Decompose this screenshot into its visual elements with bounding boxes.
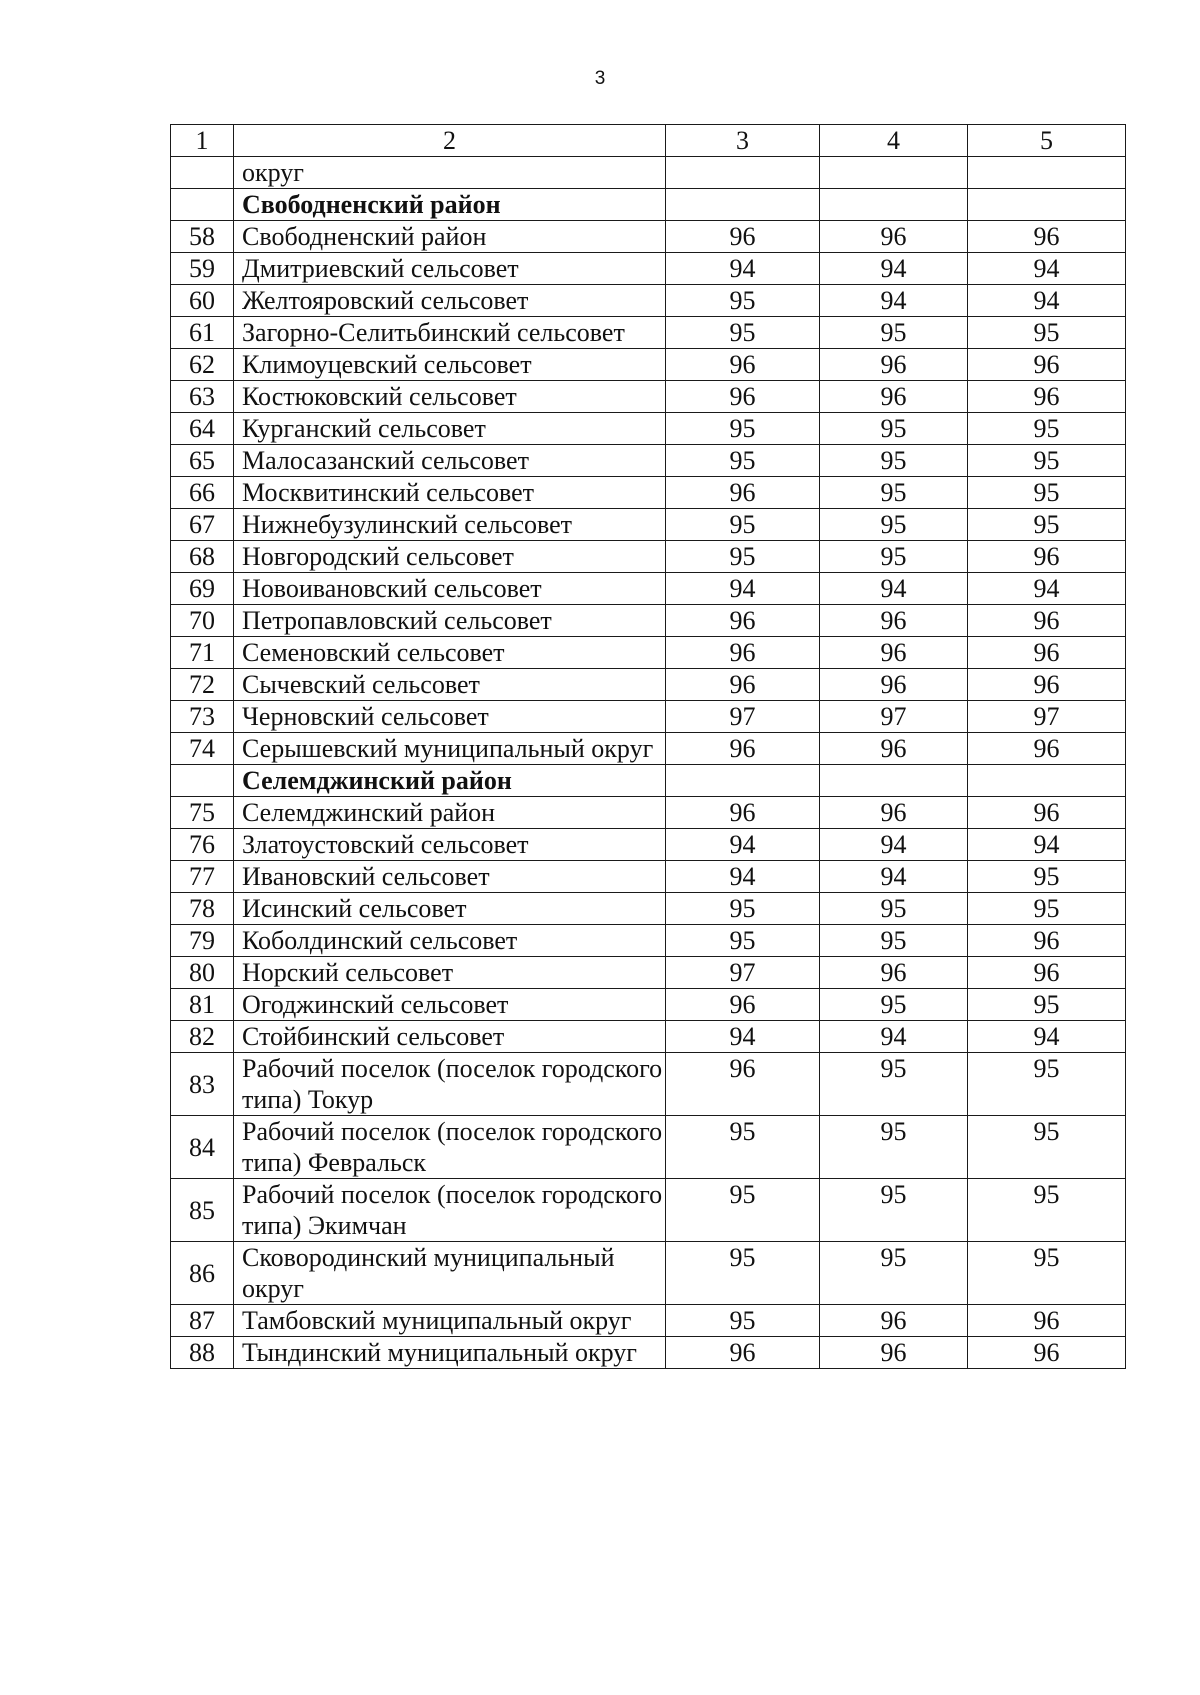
table-row xyxy=(171,957,1126,989)
name-cell: Ивановский сельсовет xyxy=(234,861,666,893)
table-row xyxy=(171,1305,1126,1337)
name-cell: Рабочий поселок (поселок городского типа) Токур xyxy=(234,1053,666,1116)
value-col4-cell: 96 xyxy=(820,381,968,413)
table-row xyxy=(171,1053,1126,1116)
table-row xyxy=(171,445,1126,477)
table-row xyxy=(171,541,1126,573)
column-header: 4 xyxy=(820,125,968,157)
value-col4-cell: 94 xyxy=(820,1021,968,1053)
table-row xyxy=(171,701,1126,733)
value-col3-cell: 95 xyxy=(666,509,820,541)
table-row xyxy=(171,637,1126,669)
value-col5-cell: 95 xyxy=(968,893,1126,925)
row-number-cell: 60 xyxy=(171,285,234,317)
value-col5-cell: 95 xyxy=(968,989,1126,1021)
name-cell: Тамбовский муниципальный округ xyxy=(234,1305,666,1337)
value-col4-cell: 96 xyxy=(820,669,968,701)
value-col4-cell: 95 xyxy=(820,541,968,573)
value-col3-cell: 95 xyxy=(666,317,820,349)
value-col3-cell: 95 xyxy=(666,1242,820,1305)
row-number-cell: 82 xyxy=(171,1021,234,1053)
table-row xyxy=(171,573,1126,605)
value-col3-cell: 94 xyxy=(666,573,820,605)
value-col4-cell: 95 xyxy=(820,477,968,509)
table-row xyxy=(171,733,1126,765)
table-row xyxy=(171,381,1126,413)
value-col3-cell: 96 xyxy=(666,381,820,413)
row-number-cell: 75 xyxy=(171,797,234,829)
value-col3-cell: 96 xyxy=(666,637,820,669)
row-number-cell: 74 xyxy=(171,733,234,765)
table-row xyxy=(171,797,1126,829)
name-cell: Климоуцевский сельсовет xyxy=(234,349,666,381)
value-col5-cell: 94 xyxy=(968,829,1126,861)
value-col5-cell: 95 xyxy=(968,1179,1126,1242)
value-col4-cell: 96 xyxy=(820,797,968,829)
value-col4-cell: 96 xyxy=(820,733,968,765)
value-col5-cell: 96 xyxy=(968,925,1126,957)
value-col5-cell: 96 xyxy=(968,605,1126,637)
row-number-cell: 83 xyxy=(171,1053,234,1116)
header-row xyxy=(171,125,1126,157)
value-col5-cell: 94 xyxy=(968,253,1126,285)
row-number-cell: 78 xyxy=(171,893,234,925)
row-number-cell: 88 xyxy=(171,1337,234,1369)
value-col3-cell xyxy=(666,765,820,797)
value-col5-cell: 96 xyxy=(968,637,1126,669)
value-col3-cell: 96 xyxy=(666,797,820,829)
value-col4-cell: 96 xyxy=(820,221,968,253)
value-col5-cell: 97 xyxy=(968,701,1126,733)
value-col5-cell: 95 xyxy=(968,1242,1126,1305)
value-col3-cell: 95 xyxy=(666,925,820,957)
table-row xyxy=(171,1337,1126,1369)
value-col4-cell: 95 xyxy=(820,317,968,349)
row-number-cell: 76 xyxy=(171,829,234,861)
value-col4-cell: 94 xyxy=(820,253,968,285)
value-col3-cell xyxy=(666,157,820,189)
value-col5-cell: 95 xyxy=(968,477,1126,509)
name-cell: Черновский сельсовет xyxy=(234,701,666,733)
table-row xyxy=(171,925,1126,957)
value-col4-cell: 96 xyxy=(820,1337,968,1369)
table-row xyxy=(171,285,1126,317)
value-col4-cell: 96 xyxy=(820,957,968,989)
table-row xyxy=(171,1179,1126,1242)
value-col5-cell xyxy=(968,765,1126,797)
row-number-cell xyxy=(171,157,234,189)
row-number-cell: 59 xyxy=(171,253,234,285)
row-number-cell: 73 xyxy=(171,701,234,733)
row-number-cell: 81 xyxy=(171,989,234,1021)
section-title: Селемджинский район xyxy=(234,765,666,797)
row-number-cell: 71 xyxy=(171,637,234,669)
value-col4-cell: 96 xyxy=(820,1305,968,1337)
value-col3-cell: 96 xyxy=(666,733,820,765)
table-body xyxy=(171,125,1126,1369)
name-cell: Семеновский сельсовет xyxy=(234,637,666,669)
value-col3-cell: 96 xyxy=(666,605,820,637)
name-cell: Сычевский сельсовет xyxy=(234,669,666,701)
value-col3-cell: 96 xyxy=(666,1337,820,1369)
value-col5-cell: 95 xyxy=(968,413,1126,445)
row-number-cell: 72 xyxy=(171,669,234,701)
row-number-cell: 79 xyxy=(171,925,234,957)
value-col5-cell: 96 xyxy=(968,349,1126,381)
name-cell: Нижнебузулинский сельсовет xyxy=(234,509,666,541)
section-title: Свободненский район xyxy=(234,189,666,221)
name-cell: Коболдинский сельсовет xyxy=(234,925,666,957)
value-col3-cell: 94 xyxy=(666,829,820,861)
value-col3-cell: 94 xyxy=(666,861,820,893)
value-col4-cell: 95 xyxy=(820,925,968,957)
table-row xyxy=(171,477,1126,509)
value-col5-cell: 96 xyxy=(968,669,1126,701)
value-col4-cell: 95 xyxy=(820,445,968,477)
name-cell: Новгородский сельсовет xyxy=(234,541,666,573)
value-col3-cell xyxy=(666,189,820,221)
row-number-cell: 77 xyxy=(171,861,234,893)
value-col5-cell: 95 xyxy=(968,1116,1126,1179)
value-col4-cell: 94 xyxy=(820,829,968,861)
row-number-cell: 61 xyxy=(171,317,234,349)
table-row xyxy=(171,669,1126,701)
value-col5-cell: 96 xyxy=(968,221,1126,253)
row-number-cell: 64 xyxy=(171,413,234,445)
row-number-cell: 65 xyxy=(171,445,234,477)
name-cell: Серышевский муниципальный округ xyxy=(234,733,666,765)
value-col3-cell: 95 xyxy=(666,1116,820,1179)
table-row xyxy=(171,605,1126,637)
value-col5-cell: 96 xyxy=(968,797,1126,829)
name-cell: Петропавловский сельсовет xyxy=(234,605,666,637)
value-col3-cell: 96 xyxy=(666,989,820,1021)
table-row xyxy=(171,1242,1126,1305)
name-cell: Новоивановский сельсовет xyxy=(234,573,666,605)
row-number-cell: 66 xyxy=(171,477,234,509)
value-col5-cell: 96 xyxy=(968,381,1126,413)
value-col5-cell xyxy=(968,157,1126,189)
row-number-cell: 67 xyxy=(171,509,234,541)
value-col4-cell: 95 xyxy=(820,413,968,445)
name-cell: округ xyxy=(234,157,666,189)
name-cell: Загорно-Селитьбинский сельсовет xyxy=(234,317,666,349)
column-header: 5 xyxy=(968,125,1126,157)
table-row xyxy=(171,893,1126,925)
name-cell: Рабочий поселок (поселок городского типа) Экимчан xyxy=(234,1179,666,1242)
value-col4-cell: 95 xyxy=(820,1053,968,1116)
table-row xyxy=(171,1021,1126,1053)
name-cell: Курганский сельсовет xyxy=(234,413,666,445)
value-col5-cell xyxy=(968,189,1126,221)
name-cell: Дмитриевский сельсовет xyxy=(234,253,666,285)
value-col5-cell: 96 xyxy=(968,957,1126,989)
value-col3-cell: 96 xyxy=(666,477,820,509)
section-row xyxy=(171,765,1126,797)
value-col5-cell: 95 xyxy=(968,509,1126,541)
value-col5-cell: 95 xyxy=(968,861,1126,893)
value-col5-cell: 94 xyxy=(968,573,1126,605)
section-row xyxy=(171,189,1126,221)
value-col4-cell: 97 xyxy=(820,701,968,733)
name-cell: Златоустовский сельсовет xyxy=(234,829,666,861)
row-number-cell xyxy=(171,189,234,221)
value-col4-cell: 95 xyxy=(820,893,968,925)
value-col4-cell: 96 xyxy=(820,637,968,669)
table-row xyxy=(171,413,1126,445)
name-cell: Тындинский муниципальный округ xyxy=(234,1337,666,1369)
value-col3-cell: 95 xyxy=(666,541,820,573)
table-row xyxy=(171,1116,1126,1179)
column-header: 2 xyxy=(234,125,666,157)
row-number-cell: 68 xyxy=(171,541,234,573)
row-number-cell: 69 xyxy=(171,573,234,605)
value-col4-cell xyxy=(820,765,968,797)
name-cell: Желтояровский сельсовет xyxy=(234,285,666,317)
row-number-cell: 86 xyxy=(171,1242,234,1305)
name-cell: Стойбинский сельсовет xyxy=(234,1021,666,1053)
value-col4-cell: 95 xyxy=(820,1242,968,1305)
name-cell: Селемджинский район xyxy=(234,797,666,829)
name-cell: Норский сельсовет xyxy=(234,957,666,989)
value-col4-cell xyxy=(820,189,968,221)
value-col5-cell: 95 xyxy=(968,445,1126,477)
value-col5-cell: 95 xyxy=(968,1053,1126,1116)
row-number-cell: 87 xyxy=(171,1305,234,1337)
value-col5-cell: 95 xyxy=(968,317,1126,349)
name-cell: Малосазанский сельсовет xyxy=(234,445,666,477)
row-number-cell: 63 xyxy=(171,381,234,413)
value-col4-cell: 95 xyxy=(820,989,968,1021)
value-col3-cell: 95 xyxy=(666,1179,820,1242)
value-col3-cell: 95 xyxy=(666,445,820,477)
value-col4-cell: 94 xyxy=(820,285,968,317)
table-row xyxy=(171,509,1126,541)
value-col4-cell xyxy=(820,157,968,189)
table-row xyxy=(171,829,1126,861)
table-row xyxy=(171,349,1126,381)
row-number-cell: 58 xyxy=(171,221,234,253)
value-col3-cell: 94 xyxy=(666,1021,820,1053)
page-number: 3 xyxy=(594,68,606,89)
name-cell: Сковородинский муниципальный округ xyxy=(234,1242,666,1305)
table-row xyxy=(171,221,1126,253)
table-row xyxy=(171,157,1126,189)
table-row xyxy=(171,989,1126,1021)
value-col3-cell: 96 xyxy=(666,349,820,381)
value-col4-cell: 95 xyxy=(820,1116,968,1179)
value-col3-cell: 96 xyxy=(666,221,820,253)
value-col3-cell: 95 xyxy=(666,1305,820,1337)
row-number-cell: 84 xyxy=(171,1116,234,1179)
value-col3-cell: 96 xyxy=(666,669,820,701)
value-col4-cell: 95 xyxy=(820,1179,968,1242)
value-col3-cell: 95 xyxy=(666,413,820,445)
row-number-cell: 62 xyxy=(171,349,234,381)
value-col5-cell: 94 xyxy=(968,285,1126,317)
value-col5-cell: 96 xyxy=(968,1305,1126,1337)
value-col4-cell: 96 xyxy=(820,349,968,381)
row-number-cell xyxy=(171,765,234,797)
table-row xyxy=(171,861,1126,893)
value-col3-cell: 97 xyxy=(666,701,820,733)
data-table xyxy=(170,124,1126,1369)
value-col3-cell: 96 xyxy=(666,1053,820,1116)
value-col4-cell: 96 xyxy=(820,605,968,637)
name-cell: Рабочий поселок (поселок городского типа) Февральск xyxy=(234,1116,666,1179)
value-col5-cell: 96 xyxy=(968,541,1126,573)
name-cell: Огоджинский сельсовет xyxy=(234,989,666,1021)
value-col3-cell: 94 xyxy=(666,253,820,285)
value-col3-cell: 97 xyxy=(666,957,820,989)
value-col5-cell: 94 xyxy=(968,1021,1126,1053)
row-number-cell: 80 xyxy=(171,957,234,989)
value-col3-cell: 95 xyxy=(666,893,820,925)
name-cell: Исинский сельсовет xyxy=(234,893,666,925)
value-col5-cell: 96 xyxy=(968,733,1126,765)
table-row xyxy=(171,253,1126,285)
value-col3-cell: 95 xyxy=(666,285,820,317)
value-col5-cell: 96 xyxy=(968,1337,1126,1369)
value-col4-cell: 94 xyxy=(820,861,968,893)
row-number-cell: 85 xyxy=(171,1179,234,1242)
row-number-cell: 70 xyxy=(171,605,234,637)
column-header: 3 xyxy=(666,125,820,157)
name-cell: Свободненский район xyxy=(234,221,666,253)
column-header: 1 xyxy=(171,125,234,157)
name-cell: Москвитинский сельсовет xyxy=(234,477,666,509)
value-col4-cell: 95 xyxy=(820,509,968,541)
value-col4-cell: 94 xyxy=(820,573,968,605)
name-cell: Костюковский сельсовет xyxy=(234,381,666,413)
table-row xyxy=(171,317,1126,349)
